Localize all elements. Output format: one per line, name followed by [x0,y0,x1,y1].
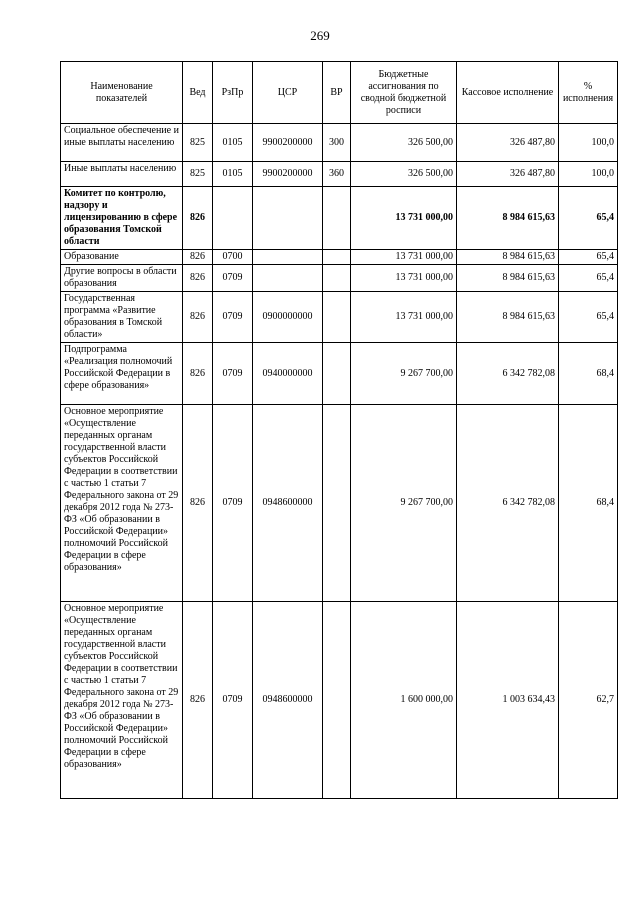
budget-table [60,61,618,799]
cell-ved: 825 [183,162,213,187]
cell-budget: 13 731 000,00 [351,187,457,250]
cell-cash: 1 003 634,43 [457,602,559,799]
header-rzpr: РзПр [213,62,253,124]
cell-rzpr: 0709 [213,265,253,292]
table-row [61,602,618,799]
cell-percent: 62,7 [559,602,618,799]
cell-ved: 825 [183,124,213,162]
cell-vr [323,292,351,343]
cell-cash: 326 487,80 [457,124,559,162]
cell-ved: 826 [183,343,213,405]
table-row [61,292,618,343]
cell-rzpr: 0709 [213,602,253,799]
cell-cash: 6 342 782,08 [457,343,559,405]
cell-vr [323,602,351,799]
cell-rzpr: 0709 [213,343,253,405]
table-row [61,265,618,292]
header-cash: Кассовое исполнение [457,62,559,124]
cell-csr: 9900200000 [253,124,323,162]
cell-percent: 65,4 [559,265,618,292]
cell-budget: 1 600 000,00 [351,602,457,799]
cell-cash: 8 984 615,63 [457,292,559,343]
cell-cash: 6 342 782,08 [457,405,559,602]
cell-rzpr: 0709 [213,405,253,602]
table-row [61,343,618,405]
cell-rzpr: 0105 [213,162,253,187]
header-ved: Вед [183,62,213,124]
cell-name: Подпрограмма «Реализация полномочий Российской Федерации в сфере образования» [61,343,183,405]
cell-csr [253,265,323,292]
cell-budget: 13 731 000,00 [351,292,457,343]
header-csr: ЦСР [253,62,323,124]
cell-rzpr: 0709 [213,292,253,343]
cell-cash: 326 487,80 [457,162,559,187]
cell-budget: 9 267 700,00 [351,405,457,602]
cell-budget: 326 500,00 [351,124,457,162]
cell-name: Социальное обеспечение и иные выплаты населению [61,124,183,162]
cell-vr: 360 [323,162,351,187]
cell-budget: 326 500,00 [351,162,457,187]
cell-ved: 826 [183,250,213,265]
cell-budget: 13 731 000,00 [351,250,457,265]
cell-name: Государственная программа «Развитие образования в Томской области» [61,292,183,343]
cell-name: Образование [61,250,183,265]
header-percent: % исполнения [559,62,618,124]
cell-name: Комитет по контролю, надзору и лицензированию в сфере образования Томской области [61,187,183,250]
cell-name: Основное мероприятие «Осуществление переданных органам государственной власти субъектов Российской Федерации в соответствии с частью 1 статьи 7 Федерального закона от 29 декабря 2012 года № 273-ФЗ «Об образовании в Российской Федерации» полномочий Российской Федерации в сфере образования» [61,602,183,799]
cell-ved: 826 [183,602,213,799]
cell-budget: 13 731 000,00 [351,265,457,292]
cell-percent: 100,0 [559,162,618,187]
cell-csr: 0948600000 [253,405,323,602]
cell-vr [323,250,351,265]
cell-percent: 65,4 [559,187,618,250]
cell-percent: 100,0 [559,124,618,162]
cell-csr: 0900000000 [253,292,323,343]
table-row [61,124,618,162]
cell-csr: 0940000000 [253,343,323,405]
cell-cash: 8 984 615,63 [457,187,559,250]
cell-vr [323,405,351,602]
cell-csr: 9900200000 [253,162,323,187]
cell-percent: 65,4 [559,250,618,265]
cell-ved: 826 [183,405,213,602]
cell-vr [323,343,351,405]
cell-rzpr: 0105 [213,124,253,162]
cell-vr [323,265,351,292]
cell-vr [323,187,351,250]
cell-ved: 826 [183,187,213,250]
cell-name: Основное мероприятие «Осуществление переданных органам государственной власти субъектов Российской Федерации в соответствии с частью 1 статьи 7 Федерального закона от 29 декабря 2012 года № 273-ФЗ «Об образовании в Российской Федерации» полномочий Российской Федерации в сфере образования» [61,405,183,602]
cell-csr [253,250,323,265]
table-row [61,187,618,250]
cell-csr [253,187,323,250]
cell-percent: 65,4 [559,292,618,343]
table-header-row [61,62,618,124]
cell-name: Иные выплаты населению [61,162,183,187]
header-vr: ВР [323,62,351,124]
cell-ved: 826 [183,292,213,343]
cell-percent: 68,4 [559,405,618,602]
cell-csr: 0948600000 [253,602,323,799]
cell-cash: 8 984 615,63 [457,265,559,292]
page-number: 269 [310,28,330,43]
table-row [61,250,618,265]
cell-rzpr: 0700 [213,250,253,265]
table-row [61,162,618,187]
cell-vr: 300 [323,124,351,162]
table-row [61,405,618,602]
cell-percent: 68,4 [559,343,618,405]
header-name: Наименование показателей [61,62,183,124]
cell-cash: 8 984 615,63 [457,250,559,265]
cell-rzpr [213,187,253,250]
cell-name: Другие вопросы в области образования [61,265,183,292]
cell-ved: 826 [183,265,213,292]
cell-budget: 9 267 700,00 [351,343,457,405]
header-budget: Бюджетные ассигнования по сводной бюджетной росписи [351,62,457,124]
